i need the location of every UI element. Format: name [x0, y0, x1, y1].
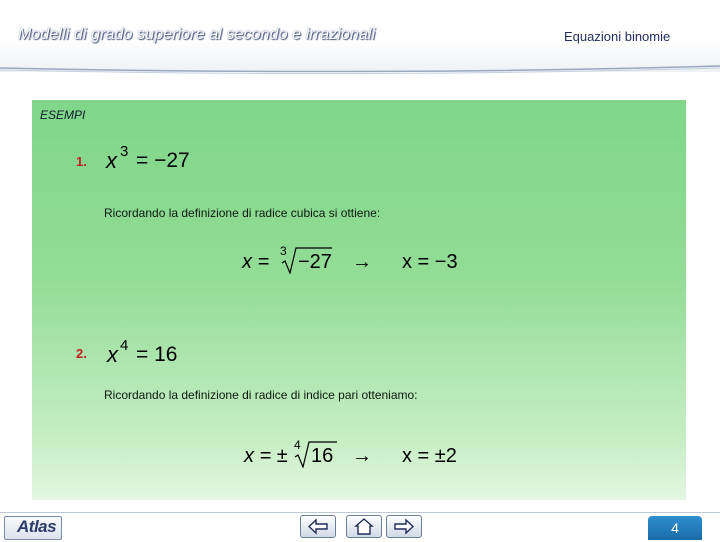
- home-button[interactable]: [346, 515, 382, 538]
- header-divider: [0, 64, 720, 74]
- example-number: 2.: [76, 346, 87, 361]
- solution-lhs: x =: [242, 251, 270, 273]
- forward-icon: [387, 516, 421, 537]
- arrow: →: [352, 251, 372, 273]
- radicand: 16: [311, 445, 334, 467]
- solution-lhs: x = ±: [244, 445, 288, 467]
- back-button[interactable]: [300, 515, 336, 538]
- examples-panel: [32, 100, 686, 500]
- home-icon: [347, 516, 381, 537]
- equation-exponent: 4: [120, 337, 129, 354]
- root-index: 3: [280, 244, 287, 258]
- logo-text: Atlas: [17, 517, 57, 536]
- equation-exponent: 3: [120, 143, 129, 160]
- solution-result: x = −3: [402, 251, 458, 273]
- root-index: 4: [294, 438, 301, 452]
- equation-rhs: = 16: [136, 343, 178, 366]
- section-label: ESEMPI: [40, 108, 86, 122]
- page-number: 4: [648, 516, 702, 540]
- footer-divider: [0, 512, 720, 513]
- example-number: 1.: [76, 154, 87, 169]
- solution-result: x = ±2: [402, 445, 457, 467]
- explanation-text: Ricordando la definizione di radice di indice pari otteniamo:: [104, 388, 418, 402]
- radicand: −27: [298, 251, 332, 273]
- equation-rhs: = −27: [136, 149, 190, 172]
- arrow: →: [352, 445, 372, 467]
- publisher-logo: [4, 516, 62, 540]
- page-subtitle: Equazioni binomie: [564, 29, 671, 44]
- equation-base: x: [106, 148, 117, 173]
- page-title: Modelli di grado superiore al secondo e irrazionali: [18, 26, 376, 43]
- equation-base: x: [107, 342, 118, 367]
- explanation-text: Ricordando la definizione di radice cubica si ottiene:: [104, 206, 381, 220]
- back-icon: [301, 516, 335, 537]
- forward-button[interactable]: [386, 515, 422, 538]
